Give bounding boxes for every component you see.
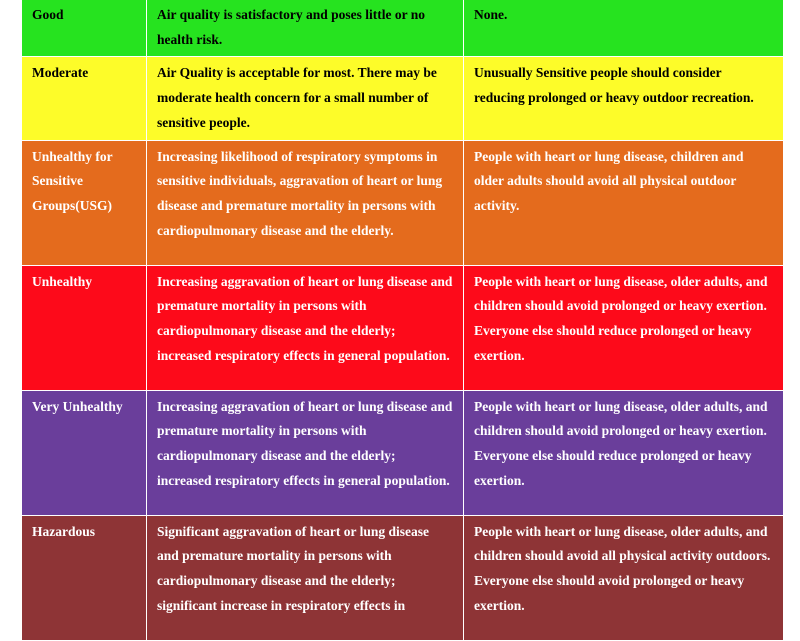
advice-cell: People with heart or lung disease, older adults, and children should avoid all physical activity outdoors. Everyone else should avoid prolonged or heavy exertion. bbox=[464, 515, 784, 640]
table-row-unhealthy bbox=[22, 265, 784, 390]
meaning-cell: Increasing likelihood of respiratory symptoms in sensitive individuals, aggravation of heart or lung disease and premature mortality in persons with cardiopulmonary disease and the elderly. bbox=[147, 140, 464, 265]
meaning-cell: Increasing aggravation of heart or lung disease and premature mortality in persons with cardiopulmonary disease and the elderly; increased respiratory effects in general population. bbox=[147, 265, 464, 390]
category-cell: Unhealthy bbox=[22, 265, 147, 390]
category-cell: Hazardous bbox=[22, 515, 147, 640]
meaning-cell: Air quality is satisfactory and poses little or no health risk. bbox=[147, 0, 464, 57]
category-cell: Good bbox=[22, 0, 147, 57]
category-cell: Moderate bbox=[22, 57, 147, 140]
category-cell: Unhealthy for Sensitive Groups(USG) bbox=[22, 140, 147, 265]
advice-cell: People with heart or lung disease, children and older adults should avoid all physical outdoor activity. bbox=[464, 140, 784, 265]
table-row-moderate bbox=[22, 57, 784, 140]
meaning-cell: Significant aggravation of heart or lung disease and premature mortality in persons with cardiopulmonary disease and the elderly; significant increase in respiratory effects in bbox=[147, 515, 464, 640]
table-row-good bbox=[22, 0, 784, 57]
table-row-hazardous bbox=[22, 515, 784, 640]
advice-cell: People with heart or lung disease, older adults, and children should avoid prolonged or heavy exertion. Everyone else should reduce prolonged or heavy exertion. bbox=[464, 390, 784, 515]
table-row-usg bbox=[22, 140, 784, 265]
advice-cell: People with heart or lung disease, older adults, and children should avoid prolonged or heavy exertion. Everyone else should reduce prolonged or heavy exertion. bbox=[464, 265, 784, 390]
advice-cell: None. bbox=[464, 0, 784, 57]
table-row-very-unhealthy bbox=[22, 390, 784, 515]
air-quality-table bbox=[21, 0, 784, 641]
meaning-cell: Air Quality is acceptable for most. There may be moderate health concern for a small number of sensitive people. bbox=[147, 57, 464, 140]
advice-cell: Unusually Sensitive people should consider reducing prolonged or heavy outdoor recreation. bbox=[464, 57, 784, 140]
category-cell: Very Unhealthy bbox=[22, 390, 147, 515]
meaning-cell: Increasing aggravation of heart or lung disease and premature mortality in persons with cardiopulmonary disease and the elderly; increased respiratory effects in general population. bbox=[147, 390, 464, 515]
